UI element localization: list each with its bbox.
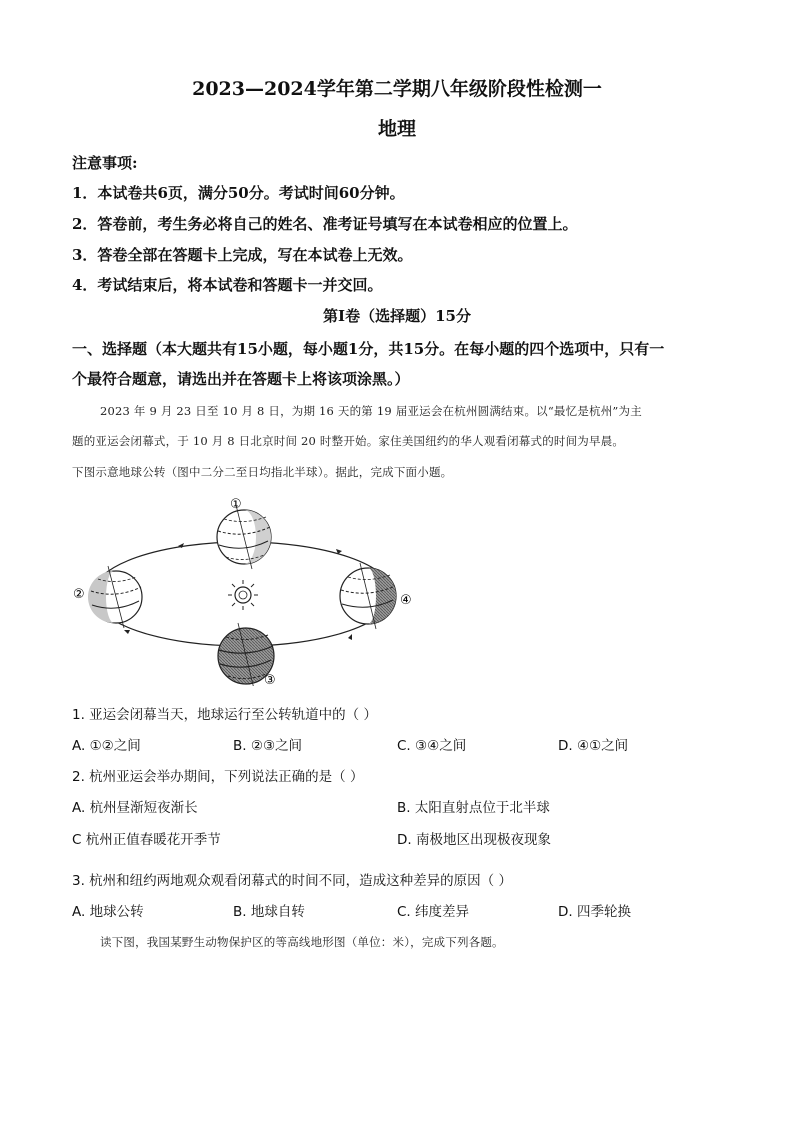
option-a[interactable]: A. ①②之间 [72, 738, 141, 754]
question-stem: 3. 杭州和纽约两地观众观看闭幕式的时间不同，造成这种差异的原因（ ） [72, 873, 512, 889]
question-stem: 1. 亚运会闭幕当天，地球运行至公转轨道中的（ ） [72, 707, 377, 723]
option-c[interactable]: C. ③④之间 [397, 738, 467, 754]
figure-label: ④ [400, 593, 412, 608]
figure-label: ① [230, 497, 242, 512]
option-b[interactable]: B. ②③之间 [233, 738, 303, 754]
option-d[interactable]: D. 南极地区出现极夜现象 [397, 832, 551, 848]
option-d[interactable]: D. ④①之间 [558, 738, 629, 754]
option-c[interactable]: C. 纬度差异 [397, 904, 470, 920]
notice-item: 3．答卷全部在答题卡上完成，写在本试卷上无效。 [72, 246, 413, 264]
option-a[interactable]: A. 杭州昼渐短夜渐长 [72, 800, 198, 816]
option-b[interactable]: B. 地球自转 [233, 904, 305, 920]
exam-title: 2023—2024学年第二学期八年级阶段性检测一 [192, 78, 602, 100]
option-d[interactable]: D. 四季轮换 [558, 904, 631, 920]
sun-icon [228, 580, 258, 610]
notice-item: 4．考试结束后，将本试卷和答题卡一并交回。 [72, 276, 383, 294]
option-a[interactable]: A. 地球公转 [72, 904, 144, 920]
section-title: 第Ⅰ卷（选择题）15分 [323, 307, 471, 325]
notice-item: 1．本试卷共6页，满分50分。考试时间60分钟。 [72, 184, 405, 202]
part-instruction: 一、选择题（本大题共有15小题，每小题1分，共15分。在每小题的四个选项中，只有一 [72, 340, 665, 358]
passage-line: 下图示意地球公转（图中二分二至日均指北半球）。据此，完成下面小题。 [72, 465, 453, 479]
passage-line: 读下图，我国某野生动物保护区的等高线地形图（单位：米），完成下列各题。 [100, 935, 504, 949]
earth-position-1 [217, 505, 271, 569]
part-instruction: 个最符合题意，请选出并在答题卡上将该项涂黑。） [72, 370, 410, 388]
passage-line: 2023 年 9 月 23 日至 10 月 8 日，为期 16 天的第 19 届亚运会在杭州圆满结束。以“最忆是杭州”为主 [100, 404, 642, 418]
option-b[interactable]: B. 太阳直射点位于北半球 [397, 800, 550, 816]
subject-title: 地理 [377, 118, 416, 140]
question-stem: 2. 杭州亚运会举办期间，下列说法正确的是（ ） [72, 769, 364, 785]
earth-orbit-figure [68, 494, 424, 686]
passage-line: 题的亚运会闭幕式，于 10 月 8 日北京时间 20 时整开始。家住美国纽约的华人观看闭幕式的时间为早晨。 [72, 434, 625, 448]
figure-label: ② [73, 587, 85, 602]
notice-heading: 注意事项: [72, 154, 138, 172]
notice-item: 2．答卷前，考生务必将自己的姓名、准考证号填写在本试卷相应的位置上。 [72, 215, 578, 233]
earth-position-4 [340, 563, 396, 629]
earth-position-2 [88, 566, 142, 628]
option-c[interactable]: C 杭州正值春暖花开季节 [72, 832, 221, 848]
figure-label: ③ [264, 673, 276, 686]
